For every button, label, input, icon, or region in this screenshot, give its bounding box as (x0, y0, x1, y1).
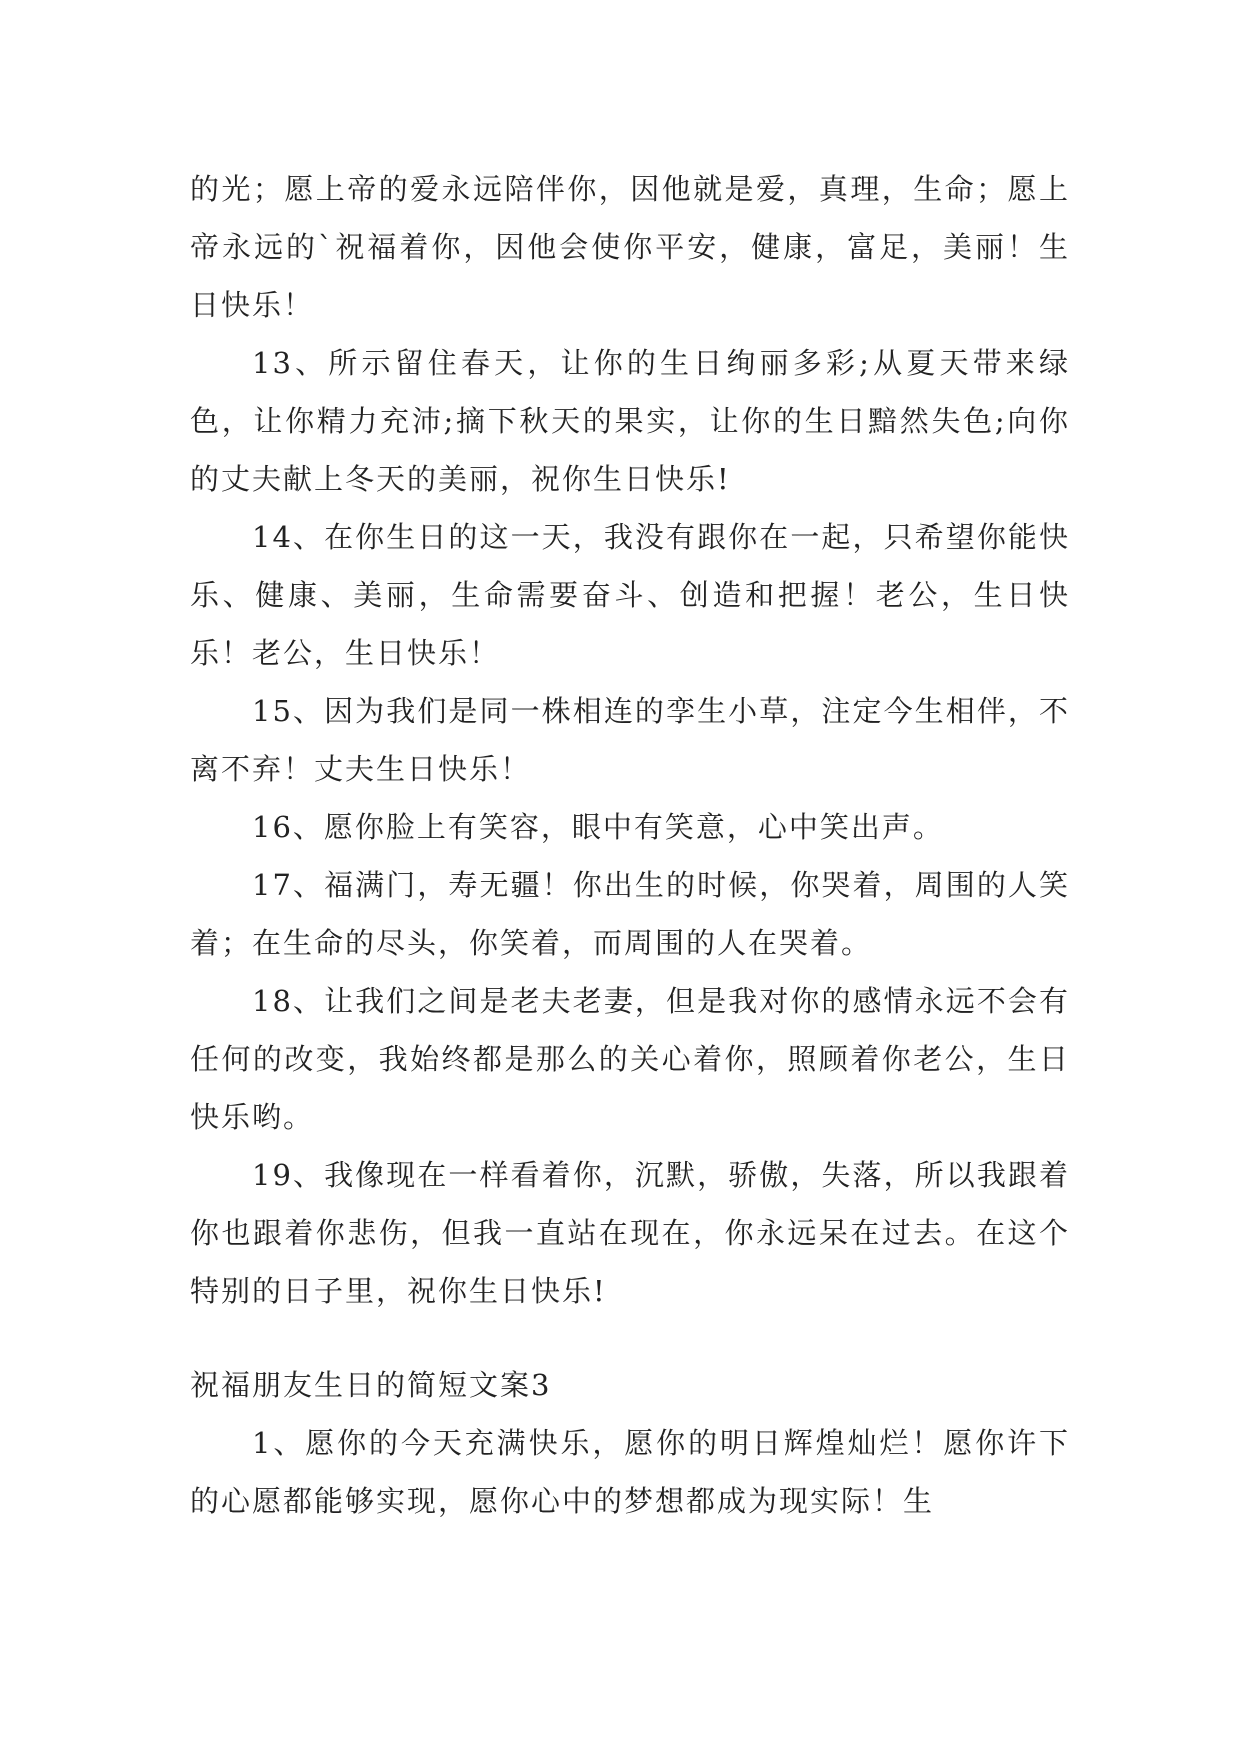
paragraph-item-18: 18、让我们之间是老夫老妻，但是我对你的感情永远不会有任何的改变，我始终都是那么的关心着你，照顾着你老公，生日快乐哟。 (190, 984, 1070, 1134)
paragraph-continuation: 的光；愿上帝的爱永远陪伴你，因他就是爱，真理，生命；愿上帝永远的`祝福着你，因他会使你平安，健康，富足，美丽！生日快乐！ (190, 172, 1070, 322)
paragraph-item-16: 16、愿你脸上有笑容，眼中有笑意，心中笑出声。 (252, 810, 944, 844)
document-body (190, 160, 1070, 1530)
section-heading: 祝福朋友生日的简短文案3 (190, 1368, 552, 1402)
paragraph-item-13: 13、所示留住春天，让你的生日绚丽多彩;从夏天带来绿色，让你精力充沛;摘下秋天的果实，让你的生日黯然失色;向你的丈夫献上冬天的美丽，祝你生日快乐! (190, 346, 1070, 496)
paragraph-item-15: 15、因为我们是同一株相连的孪生小草，注定今生相伴，不离不弃！丈夫生日快乐！ (190, 694, 1070, 786)
paragraph-item-19: 19、我像现在一样看着你，沉默，骄傲，失落，所以我跟着你也跟着你悲伤，但我一直站在现在，你永远呆在过去。在这个特别的日子里，祝你生日快乐! (190, 1158, 1070, 1308)
paragraph-section3-item-1: 1、愿你的今天充满快乐，愿你的明日辉煌灿烂！愿你许下的心愿都能够实现，愿你心中的梦想都成为现实际！生 (190, 1426, 1070, 1518)
paragraph-item-14: 14、在你生日的这一天，我没有跟你在一起，只希望你能快乐、健康、美丽，生命需要奋斗、创造和把握！老公，生日快乐！老公，生日快乐！ (190, 520, 1070, 670)
paragraph-item-17: 17、福满门，寿无疆！你出生的时候，你哭着，周围的人笑着；在生命的尽头，你笑着，而周围的人在哭着。 (190, 868, 1070, 960)
